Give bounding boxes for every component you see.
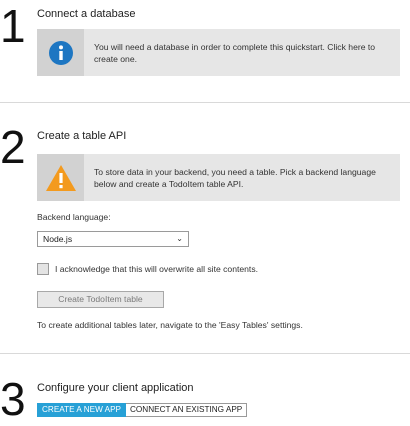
easy-tables-note: To create additional tables later, navigate to the 'Easy Tables' settings. bbox=[37, 320, 303, 330]
acknowledge-label: I acknowledge that this will overwrite all site contents. bbox=[55, 264, 259, 274]
notice-message: You will need a database in order to complete this quickstart. Click here to create one. bbox=[94, 41, 376, 64]
step-2-section bbox=[0, 103, 410, 353]
info-icon bbox=[48, 40, 74, 66]
client-app-tabs bbox=[37, 403, 247, 417]
step-number: 3 bbox=[0, 373, 26, 425]
info-icon-box bbox=[37, 29, 84, 76]
step-title: Configure your client application bbox=[37, 382, 194, 394]
step-number: 1 bbox=[0, 0, 26, 52]
warning-icon-box bbox=[37, 154, 84, 201]
acknowledge-checkbox[interactable] bbox=[37, 263, 49, 275]
backend-language-label: Backend language: bbox=[37, 212, 111, 222]
tab-connect-existing-app[interactable]: CONNECT AN EXISTING APP bbox=[126, 403, 247, 417]
create-table-button[interactable]: Create TodoItem table bbox=[37, 291, 164, 308]
chevron-down-icon: ⌄ bbox=[176, 234, 183, 243]
table-notice bbox=[37, 154, 400, 201]
step-number: 2 bbox=[0, 121, 26, 173]
tab-create-new-app[interactable]: CREATE A NEW APP bbox=[37, 403, 126, 417]
step-title: Create a table API bbox=[37, 130, 127, 142]
step-3-section bbox=[0, 354, 410, 426]
backend-language-select[interactable] bbox=[37, 231, 189, 247]
backend-language-value: Node.js bbox=[43, 234, 73, 244]
database-notice[interactable] bbox=[37, 29, 400, 76]
step-title: Connect a database bbox=[37, 8, 136, 20]
warning-icon bbox=[45, 164, 77, 192]
step-1-section bbox=[0, 0, 410, 100]
notice-message: To store data in your backend, you need a table. Pick a backend language below and create a TodoItem table API. bbox=[94, 166, 376, 189]
